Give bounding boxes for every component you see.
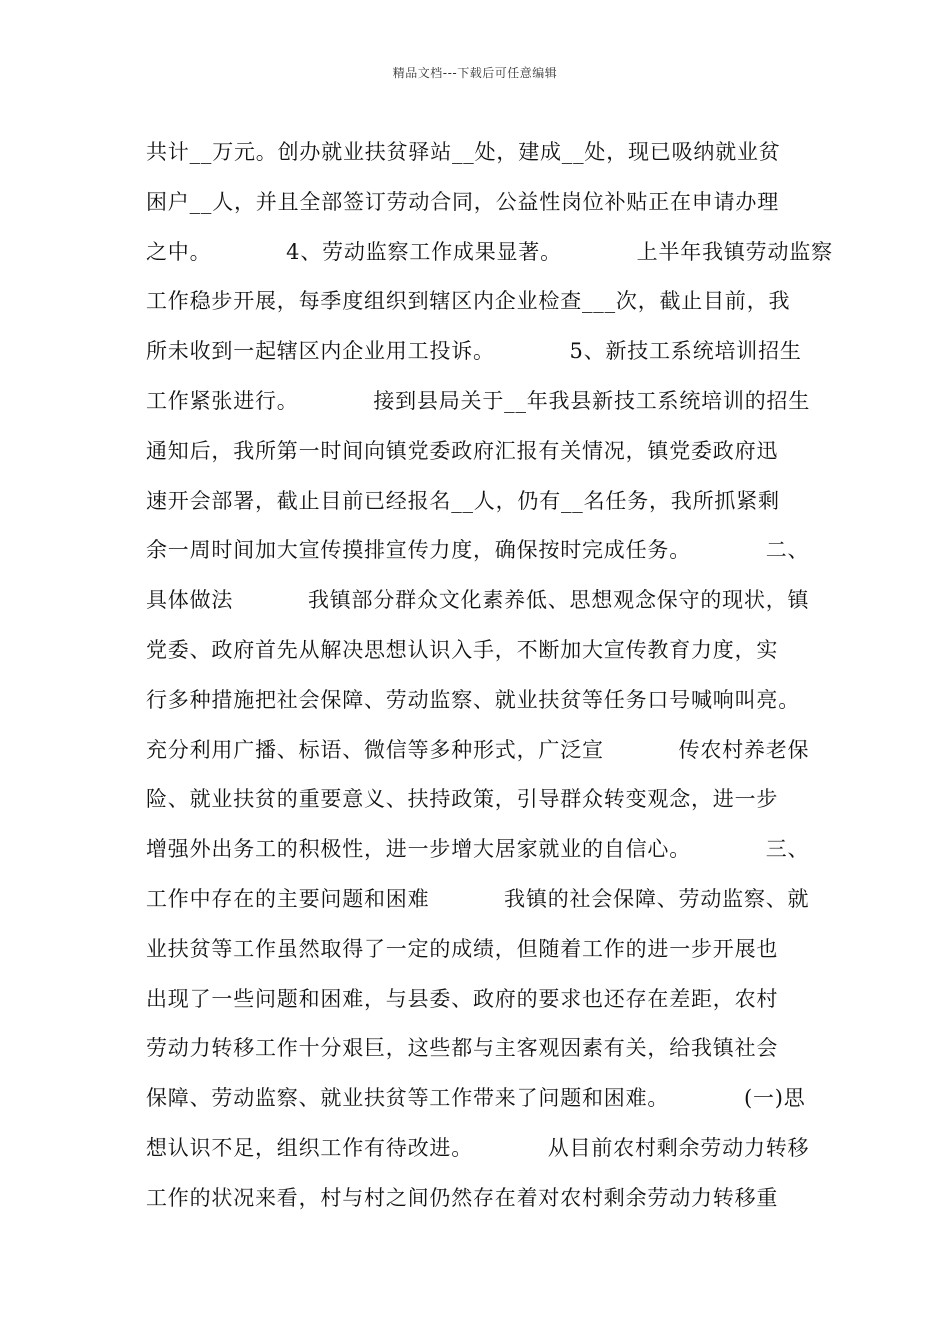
text-line: 险、就业扶贫的重要意义、扶持政策，引导群众转变观念，进一步 xyxy=(146,787,779,812)
text-line: 行多种措施把社会保障、劳动监察、就业扶贫等任务口号喊响叫亮。 xyxy=(146,687,800,712)
document-body xyxy=(146,128,836,1224)
text-line: 保障、劳动监察、就业扶贫等工作带来了问题和困难。 (一)思 xyxy=(146,1086,806,1111)
page-header: 精品文档---下载后可任意编辑 xyxy=(392,66,558,80)
text-line: 具体做法 我镇部分群众文化素养低、思想观念保守的现状，镇 xyxy=(146,588,810,613)
text-line: 业扶贫等工作虽然取得了一定的成绩，但随着工作的进一步开展也 xyxy=(146,936,779,961)
text-line: 通知后，我所第一时间向镇党委政府汇报有关情况，镇党委政府迅 xyxy=(146,438,779,463)
text-line: 困户__人，并且全部签订劳动合同，公益性岗位补贴正在申请办理 xyxy=(146,189,779,214)
text-line: 充分利用广播、标语、微信等多种形式，广泛宣 传农村养老保 xyxy=(146,737,810,762)
text-line: 工作稳步开展，每季度组织到辖区内企业检查___次，截止目前，我 xyxy=(146,289,791,314)
text-line: 所未收到一起辖区内企业用工投诉。 5、新技工系统培训招生 xyxy=(146,339,802,364)
text-line: 党委、政府首先从解决思想认识入手，不断加大宣传教育力度，实 xyxy=(146,637,779,662)
text-line: 之中。 4、劳动监察工作成果显著。 上半年我镇劳动监察 xyxy=(146,239,833,264)
text-line: 工作紧张进行。 接到县局关于__年我县新技工系统培训的招生 xyxy=(146,388,811,413)
text-line: 工作的状况来看，村与村之间仍然存在着对农村剩余劳动力转移重 xyxy=(146,1185,779,1210)
text-line: 共计__万元。创办就业扶贫驿站__处，建成__处，现已吸纳就业贫 xyxy=(146,140,781,164)
text-line: 出现了一些问题和困难，与县委、政府的要求也还存在差距，农村 xyxy=(146,986,779,1011)
text-line: 速开会部署，截止目前已经报名__人，仍有__名任务，我所抓紧剩 xyxy=(146,488,780,513)
text-line: 想认识不足，组织工作有待改进。 从目前农村剩余劳动力转移 xyxy=(146,1135,810,1160)
text-line: 工作中存在的主要问题和困难 我镇的社会保障、劳动监察、就 xyxy=(146,886,810,911)
text-line: 增强外出务工的积极性，进一步增大居家就业的自信心。 三、 xyxy=(146,837,810,862)
text-line: 余一周时间加大宣传摸排宣传力度，确保按时完成任务。 二、 xyxy=(146,538,810,563)
text-line: 劳动力转移工作十分艰巨，这些都与主客观因素有关，给我镇社会 xyxy=(146,1036,779,1061)
